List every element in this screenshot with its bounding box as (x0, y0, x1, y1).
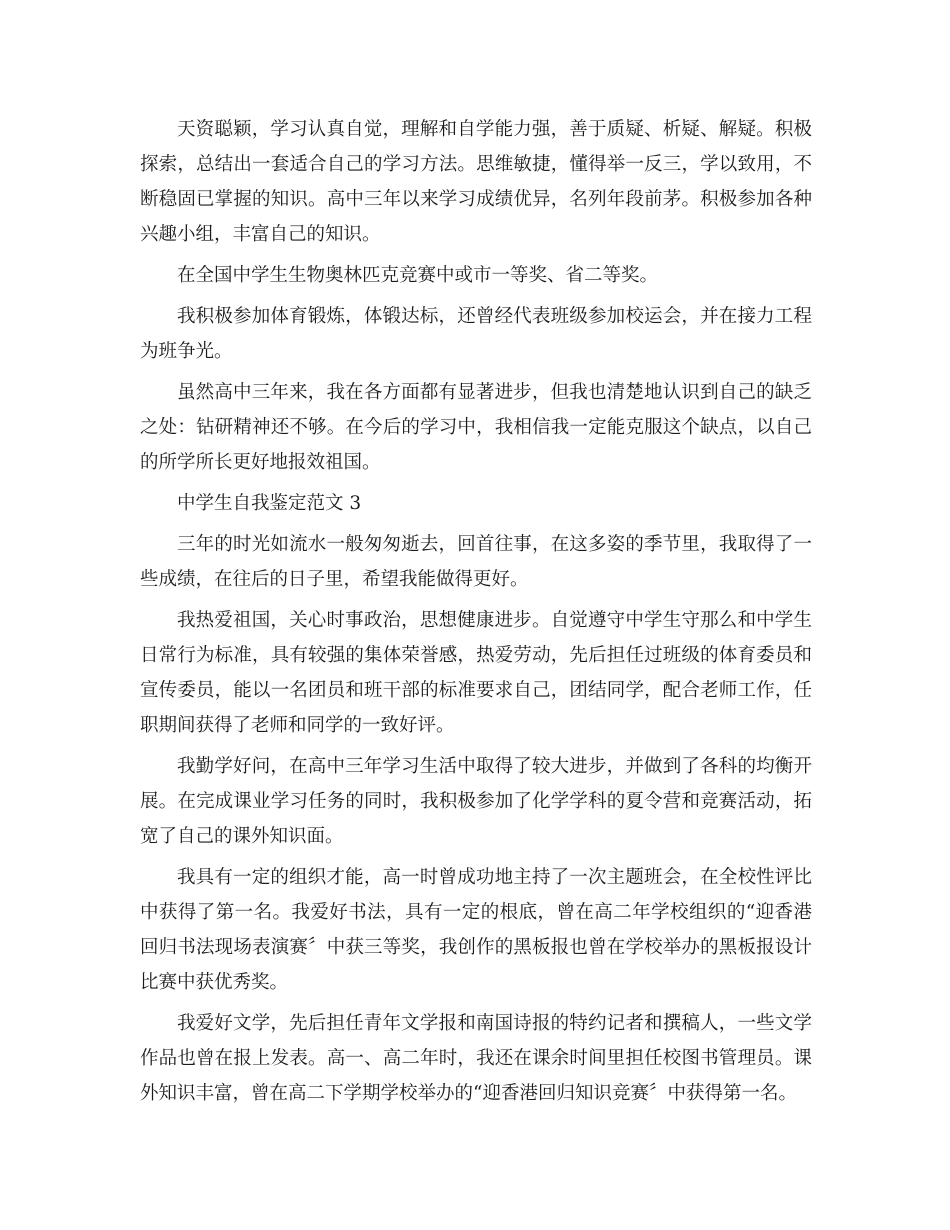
paragraph-6: 我热爱祖国，关心时事政治，思想健康进步。自觉遵守中学生守那么和中学生日常行为标准，具有较强的集体荣誉感，热爱劳动，先后担任过班级的体育委员和宣传委员，能以一名团员和班干部的标准要求自己，团结同学，配合老师工作，任职期间获得了老师和同学的一致好评。 (140, 610, 812, 736)
paragraph-9: 我爱好文学，先后担任青年文学报和南国诗报的特约记者和撰稿人，一些文学作品也曾在报上发表。高一、高二年时，我还在课余时间里担任校图书管理员。课外知识丰富，曾在高二下学期学校举办的“迎香港回归知识竞赛〞中获得第一名。 (140, 1013, 812, 1104)
paragraph-3: 我积极参加体育锻炼，体锻达标，还曾经代表班级参加校运会，并在接力工程为班争光。 (140, 306, 812, 362)
paragraph-1: 天资聪颖，学习认真自觉，理解和自学能力强，善于质疑、析疑、解疑。积极探索，总结出一套适合自己的学习方法。思维敏捷，懂得举一反三，学以致用，不断稳固已掌握的知识。高中三年以来学习成绩优异，名列年段前茅。积极参加各种兴趣小组，丰富自己的知识。 (140, 119, 812, 245)
section-heading: 中学生自我鉴定范文 3 (177, 493, 362, 514)
paragraph-5: 三年的时光如流水一般匆匆逝去，回首往事，在这多姿的季节里，我取得了一些成绩，在往后的日子里，希望我能做得更好。 (140, 534, 812, 590)
paragraph-2: 在全国中学生生物奥林匹克竞赛中或市一等奖、省二等奖。 (177, 265, 659, 286)
paragraph-4: 虽然高中三年来，我在各方面都有显著进步，但我也清楚地认识到自己的缺乏之处：钻研精神还不够。在今后的学习中，我相信我一定能克服这个缺点，以自己的所学所长更好地报效祖国。 (140, 382, 812, 473)
paragraph-7: 我勤学好问，在高中三年学习生活中取得了较大进步，并做到了各科的均衡开展。在完成课业学习任务的同时，我积极参加了化学学科的夏令营和竞赛活动，拓宽了自己的课外知识面。 (140, 756, 812, 847)
paragraph-8: 我具有一定的组织才能，高一时曾成功地主持了一次主题班会，在全校性评比中获得了第一名。我爱好书法，具有一定的根底，曾在高二年学校组织的“迎香港回归书法现场表演赛〞中获三等奖，我创作的黑板报也曾在学校举办的黑板报设计比赛中获优秀奖。 (140, 867, 812, 993)
document-body (140, 112, 812, 1117)
